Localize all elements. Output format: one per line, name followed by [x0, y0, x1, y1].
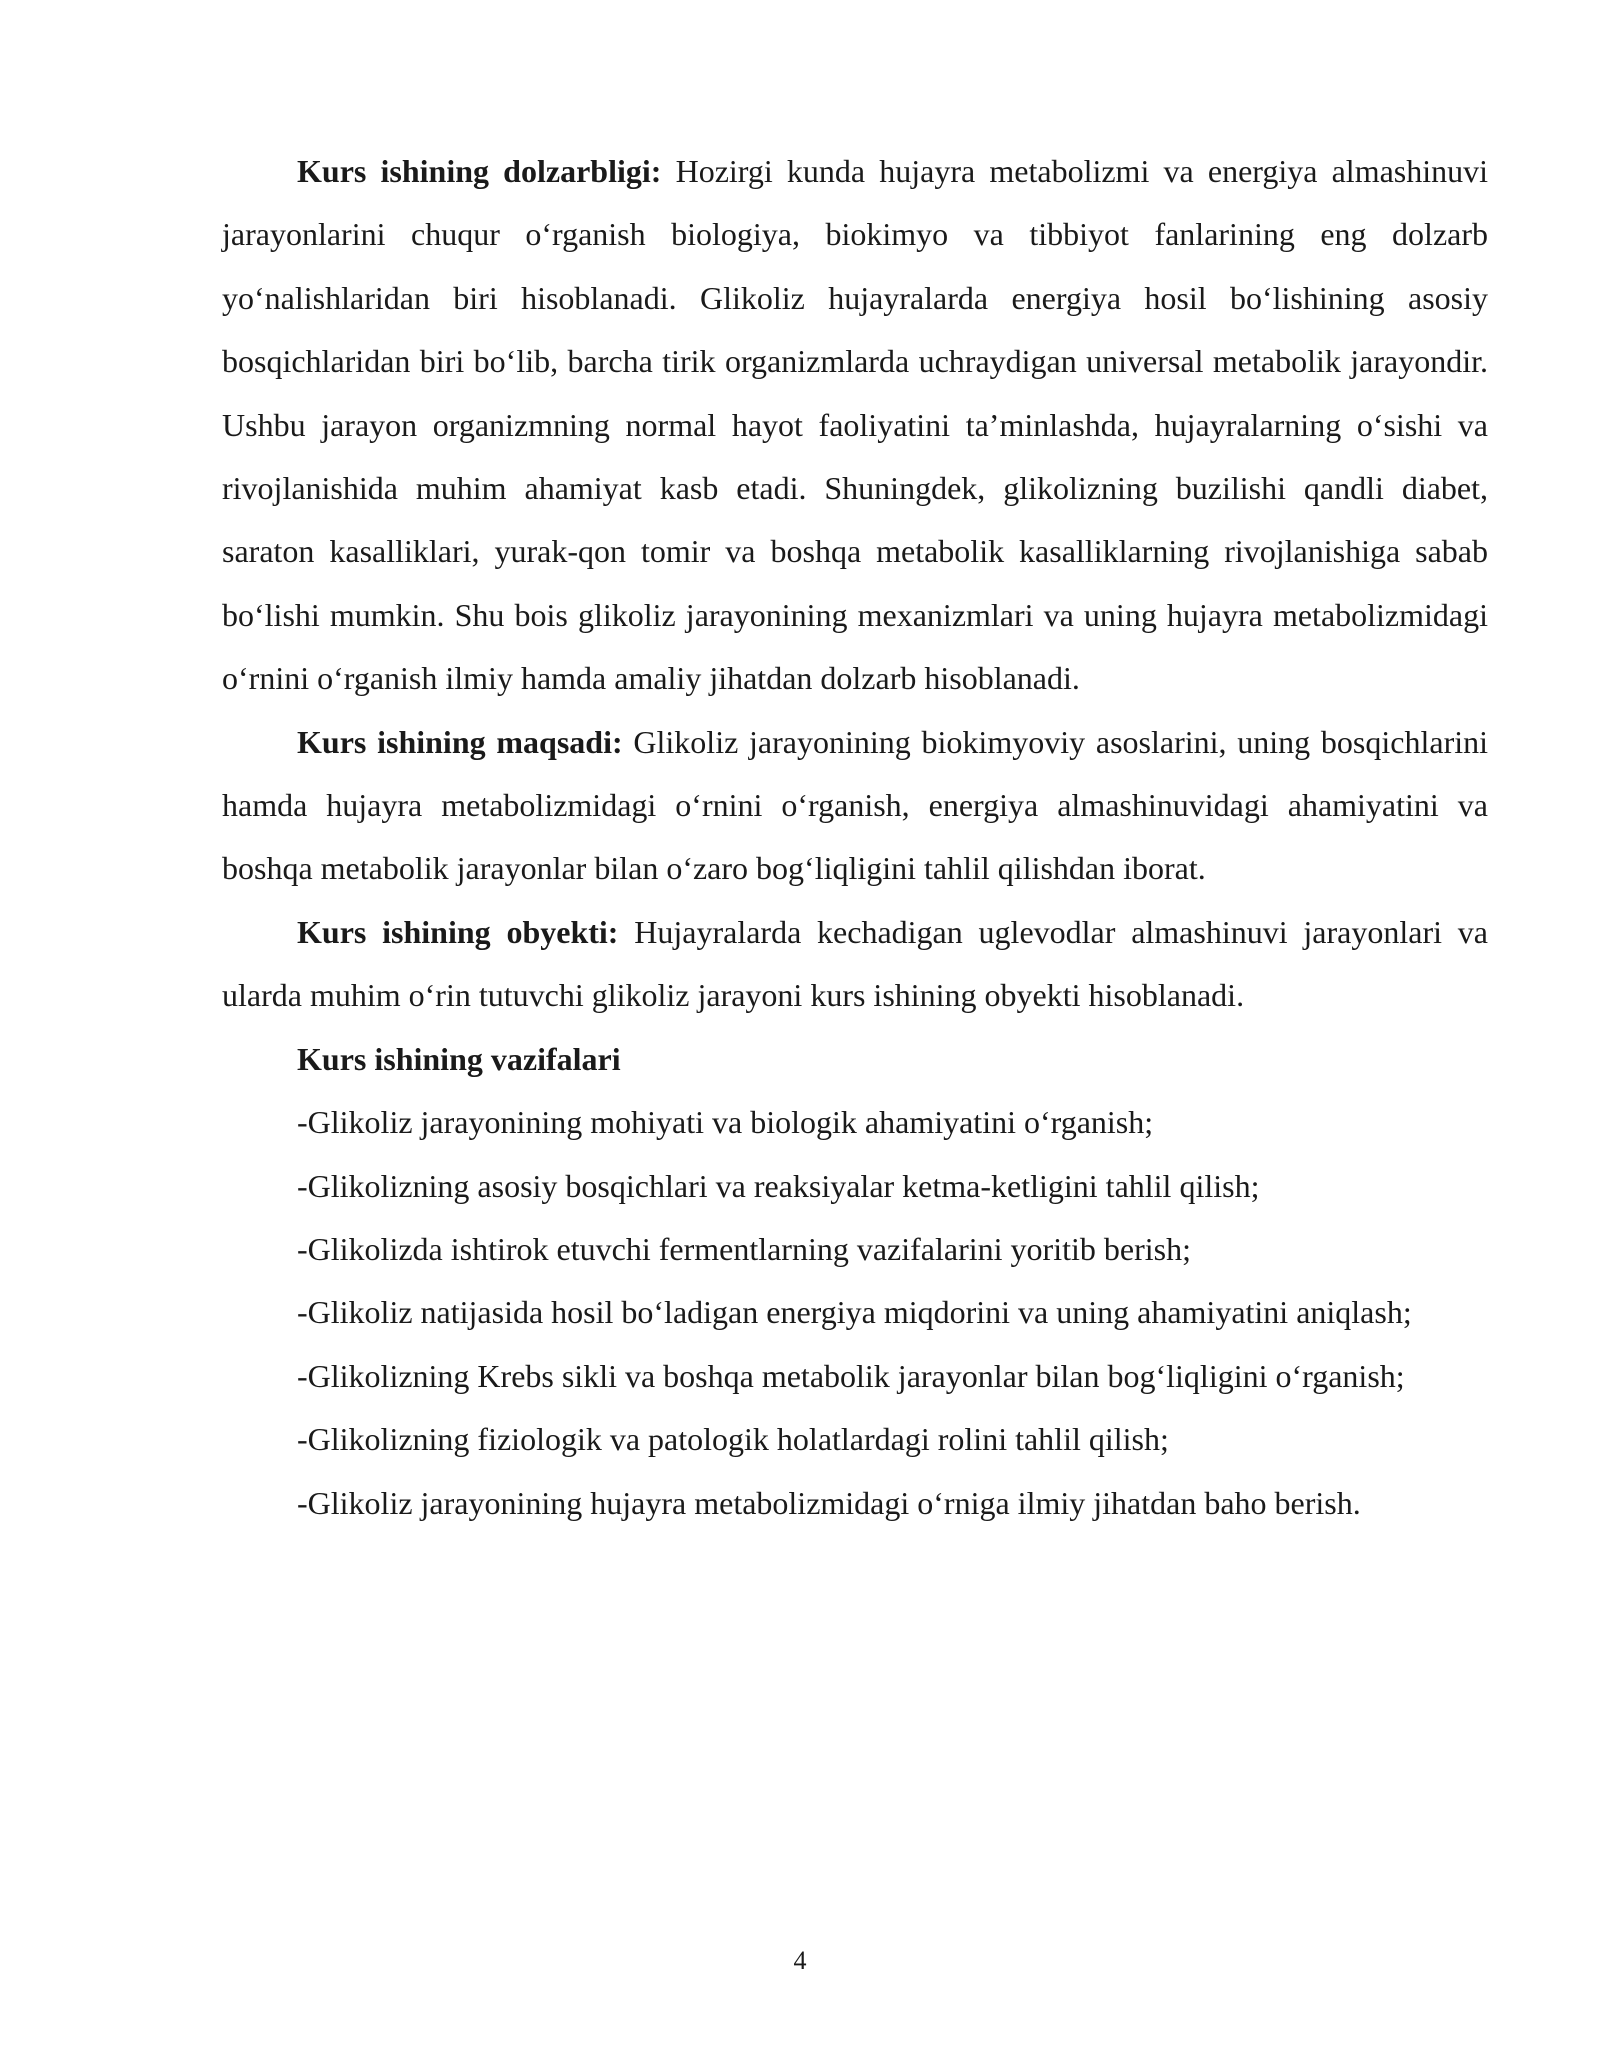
- heading-vazifalari: Kurs ishining vazifalari: [297, 1040, 621, 1077]
- body-text: [222, 140, 1488, 1535]
- task-item: -Glikoliz jarayonining hujayra metabolizmidagi o‘rniga ilmiy jihatdan baho berish.: [297, 1484, 1361, 1521]
- task-item: -Glikolizning asosiy bosqichlari va reaksiyalar ketma-ketligini tahlil qilish;: [297, 1167, 1260, 1204]
- task-item: -Glikoliz jarayonining mohiyati va biologik ahamiyatini o‘rganish;: [297, 1104, 1154, 1141]
- task-item: -Glikolizda ishtirok etuvchi fermentlarning vazifalarini yoritib berish;: [297, 1230, 1191, 1267]
- heading-obyekti: Kurs ishining obyekti:: [297, 913, 619, 950]
- text-dolzarbligi: Hozirgi kunda hujayra metabolizmi va energiya almashinuvi jarayonlarini chuqur o‘rganish biologiya, biokimyo va tibbiyot fanlarining eng dolzarb yo‘nalishlaridan biri hisoblanadi. Glikoliz hujayralarda energiya hosil bo‘lishining asosiy bosqichlaridan biri bo‘lib, barcha tirik organizmlarda uchraydigan universal metabolik jarayondir. Ushbu jarayon organizmning normal hayot faoliyatini ta’minlashda, hujayralarning o‘sishi va rivojlanishida muhim ahamiyat kasb etadi. Shuningdek, glikolizning buzilishi qandli diabet, saraton kasalliklari, yurak-qon tomir va boshqa metabolik kasalliklarning rivojlanishiga sabab bo‘lishi mumkin. Shu bois glikoliz jarayonining mexanizmlari va uning hujayra metabolizmidagi o‘rnini o‘rganish ilmiy hamda amaliy jihatdan dolzarb hisoblanadi.: [222, 153, 1489, 697]
- text-obyekti: Hujayralarda kechadigan uglevodlar almashinuvi jarayonlari va ularda muhim o‘rin tutuvchi glikoliz jarayoni kurs ishining obyekti hisoblanadi.: [222, 913, 1489, 1014]
- text-maqsadi: Glikoliz jarayonining biokimyoviy asoslarini, uning bosqichlarini hamda hujayra metabolizmidagi o‘rnini o‘rganish, energiya almashinuvidagi ahamiyatini va boshqa metabolik jarayonlar bilan o‘zaro bog‘liqligini tahlil qilishdan iborat.: [222, 723, 1489, 887]
- page-number: 4: [793, 1946, 807, 1975]
- task-item: -Glikolizning fiziologik va patologik holatlardagi rolini tahlil qilish;: [297, 1421, 1169, 1458]
- heading-dolzarbligi: Kurs ishining dolzarbligi:: [297, 153, 662, 189]
- task-item: -Glikoliz natijasida hosil bo‘ladigan energiya miqdorini va uning ahamiyatini aniqlash;: [297, 1294, 1412, 1331]
- task-item: -Glikolizning Krebs sikli va boshqa metabolik jarayonlar bilan bog‘liqligini o‘rganish;: [297, 1357, 1405, 1394]
- paragraph-dolzarbligi: [222, 140, 1488, 711]
- paragraph-obyekti: [222, 901, 1488, 1028]
- heading-maqsadi: Kurs ishining maqsadi:: [297, 723, 623, 760]
- paragraph-maqsadi: [222, 711, 1488, 901]
